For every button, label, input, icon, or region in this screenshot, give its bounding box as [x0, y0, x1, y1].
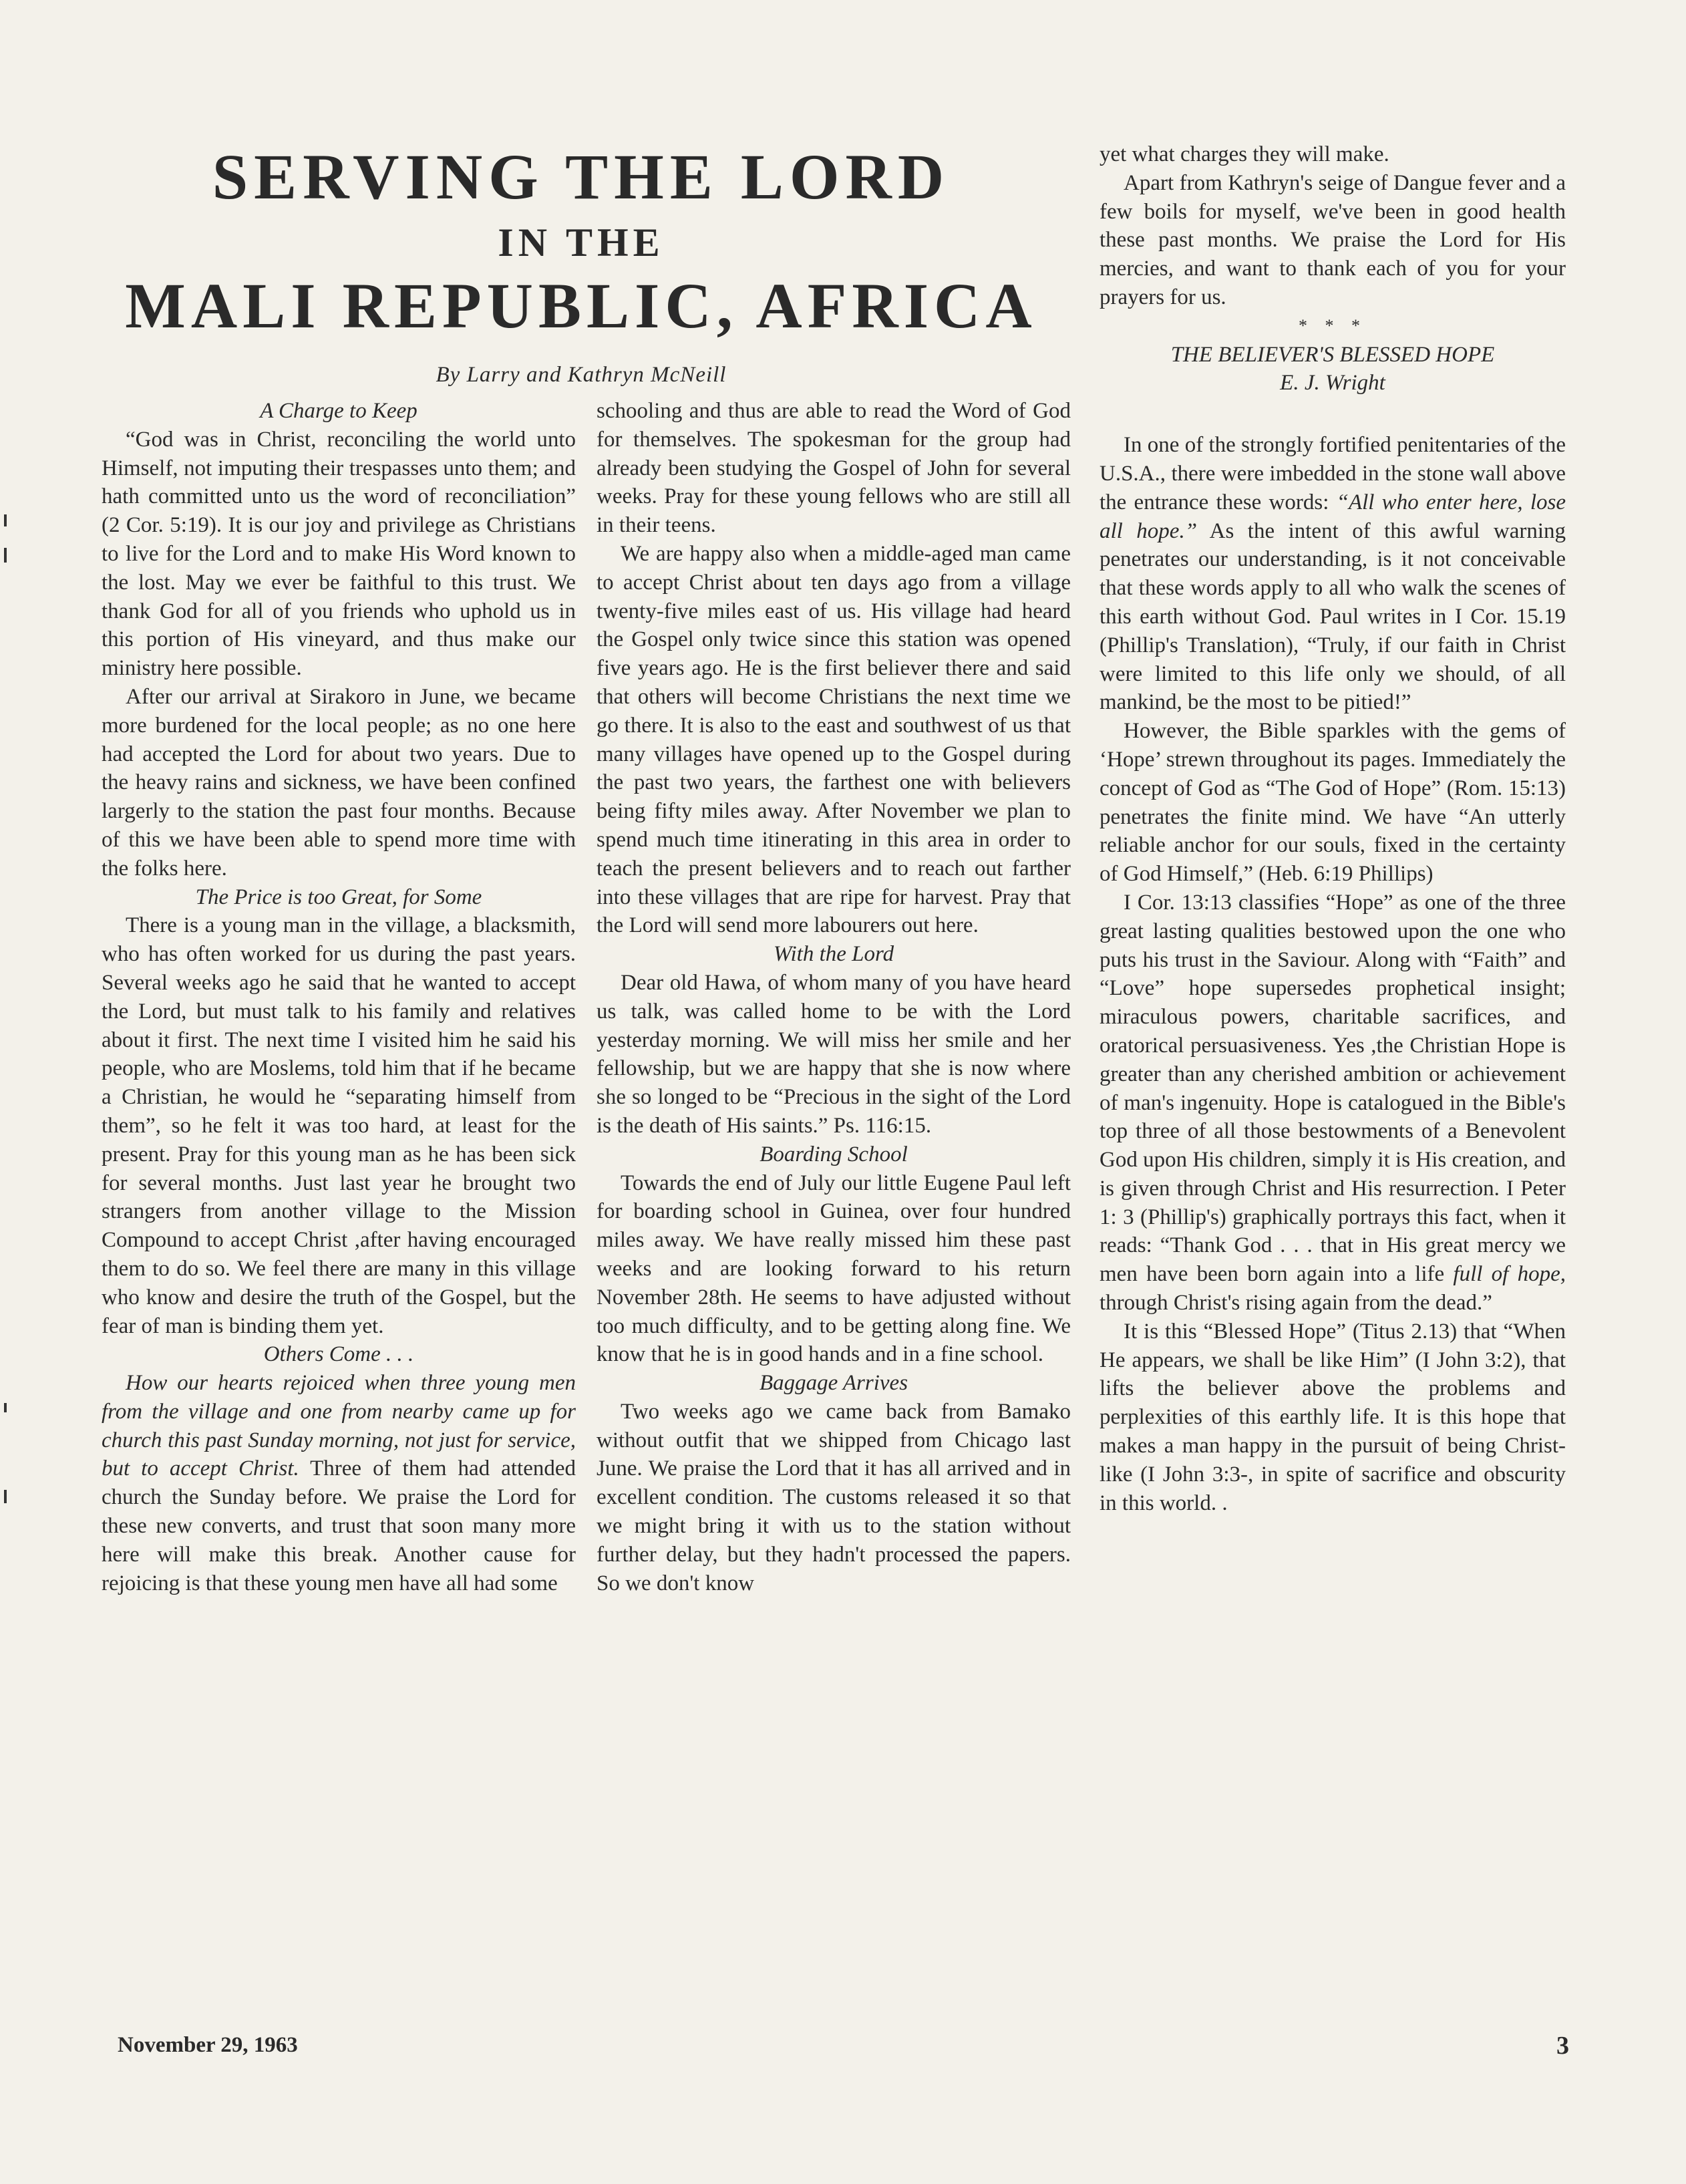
section-divider: * * *: [1299, 315, 1367, 335]
title-line-1: SERVING THE LORD: [212, 141, 951, 212]
italic-text: “All who enter here, lose all hope.”: [1100, 490, 1566, 543]
title-line-2: IN THE: [498, 220, 665, 265]
paragraph: After our arrival at Sirakoro in June, we became more burdened for the local people; as no one here had accepted the Lord for about two years. Due to the heavy rains and sickness, we have been confined largerly to the station the past four months. Because of this we have been able to spend more time with the folks here.: [102, 684, 576, 881]
scan-edge-mark: [4, 1403, 7, 1412]
paragraph: Two weeks ago we came back from Bamako without outfit that we shipped from Chicago last June. We praise the Lord that it has all arrived and in excellent condition. The customs released it so that we might bring it with us to the station without further delay, but they hadn't processed the papers. So we don't know: [597, 1399, 1071, 1595]
paragraph: [102, 1369, 576, 1597]
column-1: [102, 397, 576, 1597]
section-heading: The Price is too Great, for Some: [195, 885, 482, 909]
column-2: [597, 397, 1071, 1597]
column-3: [1100, 140, 1566, 1517]
text-run: As the intent of this awful warning penetrates our understanding, is it not conceivable that these words apply to all who walk the scenes of this earth without God. Paul writes in I Cor. 15.19 (Phillip's Translation), “Truly, if our faith in Christ were limited to this life only we should, of all mankind, be the most to be pitied!”: [1100, 518, 1566, 715]
italic-text: How our hearts rejoiced when three young men from the village and one from nearby came up for church this past Sunday morning, not just for service, but to accept Christ.: [102, 1371, 576, 1481]
paragraph: [1100, 431, 1566, 717]
paragraph: Dear old Hawa, of whom many of you have heard us talk, was called home to be with the Lord yesterday morning. We will miss her smile and her fellowship, but we are happy that she is now where she so longed to be “Precious in the sight of the Lord is the death of His saints.” Ps. 116:15.: [597, 970, 1071, 1138]
paragraph: schooling and thus are able to read the Word of God for themselves. The spokesman for the group had already been studying the Gospel of John for several weeks. Pray for these young fellows who are still all in their teens.: [597, 399, 1071, 538]
title-line-3: MALI REPUBLIC, AFRICA: [125, 270, 1037, 341]
footer-date: November 29, 1963: [118, 2033, 298, 2057]
text-run: I Cor. 13:13 classifies “Hope” as one of the three great lasting qualities bestowed upon the one who puts his trust in the Saviour. Along with “Faith” and “Love” hope supersedes prophetical insight; miraculous powers, charitable sacrifices, and oratorical persuasiveness. Yes ,the Christian Hope is greater than any cherished ambition or achievement of man's ingenuity. Hope is catalogued in the Bible's top three of all those bestowments of a Benevolent God upon His children, simply it is His creation, and is given through Christ and His resurrection. I Peter 1: 3 (Phillip's) graphically portrays this fact, when it reads: “Thank God . . . that in His great mercy we men have been born again into a life: [1100, 890, 1566, 1287]
section-heading: A Charge to Keep: [260, 399, 417, 423]
text-run: Three of them had attended church the Sunday before. We praise the Lord for these new converts, and trust that soon many more here will make this break. Another cause for rejoicing is that these young men have all had some: [102, 1456, 576, 1595]
byline: By Larry and Kathryn McNeill: [436, 363, 727, 387]
section-heading: Others Come . . .: [263, 1342, 414, 1367]
spacer: [1100, 398, 1566, 431]
section-heading: With the Lord: [773, 942, 894, 967]
paragraph: However, the Bible sparkles with the gems of ‘Hope’ strewn throughout its pages. Immediately the concept of God as “The God of Hope” (Rom. 15:13) penetrates the finite mind. We have “An utterly reliable anchor for our souls, fixed in the certainty of God Himself,” (Heb. 6:19 Phillips): [1100, 719, 1566, 887]
page-number: 3: [1556, 2032, 1569, 2060]
section-heading: Baggage Arrives: [759, 1371, 908, 1396]
scan-edge-mark: [4, 514, 7, 526]
paragraph: [1100, 889, 1566, 1317]
article-heading: THE BELIEVER'S BLESSED HOPE: [1170, 342, 1495, 367]
paragraph: yet what charges they will make.: [1100, 142, 1389, 166]
scan-edge-mark: [4, 548, 7, 563]
paragraph: “God was in Christ, reconciling the world unto Himself, not imputing their trespasses unto them; and hath committed unto us the word of reconciliation” (2 Cor. 5:19). It is our joy and privilege as Christians to live for the Lord and to make His Word known to the lost. May we ever be faithful to this trust. We thank God for all of you friends who uphold us in this portion of His vineyard, and thus make our ministry here possible.: [102, 427, 576, 681]
paragraph: We are happy also when a middle-aged man came to accept Christ about ten days ago from a village twenty-five miles east of us. His village had heard the Gospel only twice since this station was opened five years ago. He is the first believer there and said that others will become Christians the next time we go there. It is also to the east and southwest of us that many villages have opened up to the Gospel during the past two years, the farthest one with believers being fifty miles away. After November we plan to spend much time itinerating in this area in order to teach the present believers and to reach out farther into these villages that are ripe for harvest. Pray that the Lord will send more labourers out here.: [597, 541, 1071, 938]
italic-text: full of hope,: [1453, 1262, 1566, 1287]
article-title-block: [94, 137, 1069, 387]
scan-edge-mark: [4, 1490, 7, 1503]
paragraph: There is a young man in the village, a blacksmith, who has often worked for us during the past years. Several weeks ago he said that he wanted to accept the Lord, but must talk to his family and relatives about it first. The next time I visited him he said his people, who are Moslems, told him that if he became a Christian, he would he “separating himself from them”, so he felt it was too hard, at least for the present. Pray for this young man as he has been sick for several months. Just last year he brought two strangers from another village to the Mission Compound to accept Christ ,after having encouraged them to do so. We feel there are many in this village who know and desire the truth of the Gospel, but the fear of man is binding them yet.: [102, 913, 576, 1338]
paragraph: Towards the end of July our little Eugene Paul left for boarding school in Guinea, over four hundred miles away. We have really missed him these past weeks and are looking forward to his return November 28th. He seems to have adjusted without too much difficulty, and to be getting along fine. We know that he is in good hands and in a fine school.: [597, 1171, 1071, 1367]
paragraph: It is this “Blessed Hope” (Titus 2.13) that “When He appears, we shall be like Him” (I John 3:2), that lifts the believer above the problems and perplexities of this earthly life. It is this hope that makes a man happy in the pursuit of being Christ-like (I John 3:3-, in spite of sacrifice and obscurity in this world. .: [1100, 1319, 1566, 1515]
text-run: In one of the strongly fortified penitentaries of the U.S.A., there were imbedded in the stone wall above the entrance these words:: [1100, 433, 1566, 514]
article-author: E. J. Wright: [1280, 371, 1385, 396]
section-heading: Boarding School: [760, 1142, 908, 1166]
text-run: through Christ's rising again from the dead.”: [1100, 1291, 1492, 1315]
paragraph: Apart from Kathryn's seige of Dangue fever and a few boils for myself, we've been in good health these past months. We praise the Lord for His mercies, and want to thank each of you for your prayers for us.: [1100, 170, 1566, 309]
